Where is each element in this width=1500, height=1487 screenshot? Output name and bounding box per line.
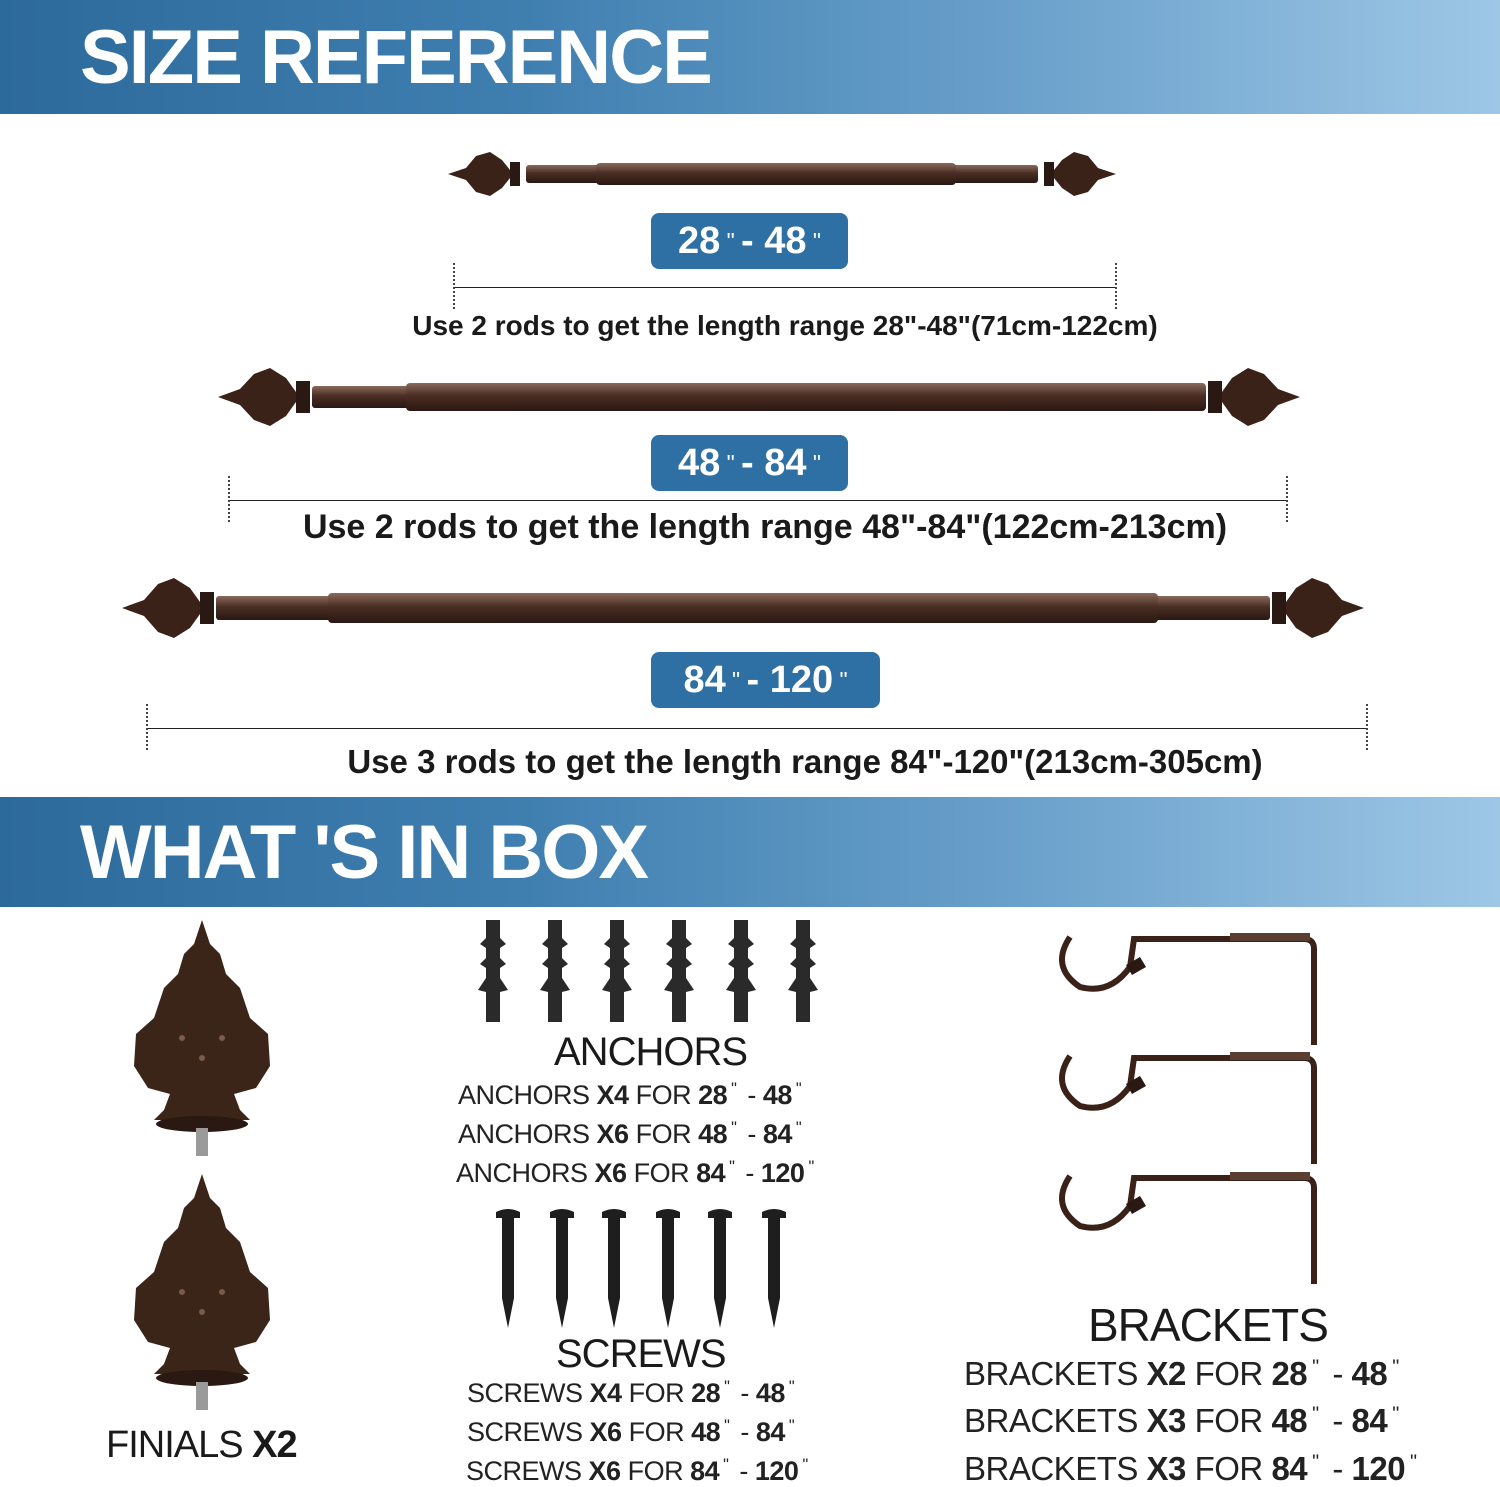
- range-description-long: Use 3 rods to get the length range 84"-120"(213cm-305cm): [347, 743, 1263, 780]
- bracket-icon: [1050, 925, 1330, 1045]
- screw-icon: [494, 1208, 804, 1330]
- range-description-short: Use 2 rods to get the length range 28"-48"(71cm-122cm): [412, 310, 1158, 341]
- finials-label: FINIALS: [106, 1424, 243, 1466]
- brackets-title: BRACKETS: [1088, 1299, 1328, 1351]
- range-description-medium: Use 2 rods to get the length range 48"-84"(122cm-213cm): [302, 508, 1228, 546]
- anchors-line: ANCHORS X4 FOR 28 " - 48 ": [458, 1080, 802, 1110]
- anchor-icon: [472, 918, 832, 1028]
- badge-from-value: 28: [678, 219, 721, 262]
- curtain-rod-short: [446, 148, 1118, 200]
- range-badge-84-120: 84 " - 120 ": [651, 652, 880, 708]
- badge-from-value: 48: [678, 441, 721, 484]
- brackets-line: BRACKETS X3 FOR 84 " - 120 ": [964, 1450, 1417, 1487]
- badge-to-value: 84: [764, 441, 807, 484]
- bracket-icon: [1050, 1164, 1330, 1284]
- finials-count: X2: [252, 1424, 297, 1466]
- finial-icon: [122, 1172, 282, 1412]
- badge-from-value: 84: [683, 658, 726, 701]
- screws-line: SCREWS X4 FOR 28 " - 48 ": [467, 1378, 795, 1408]
- screws-title: SCREWS: [556, 1332, 726, 1376]
- size-reference-banner: [0, 0, 1500, 114]
- whats-in-box-banner: [0, 797, 1500, 907]
- brackets-line: BRACKETS X3 FOR 48 " - 84 ": [964, 1402, 1399, 1439]
- screws-line: SCREWS X6 FOR 48 " - 84 ": [467, 1417, 795, 1447]
- rod-long-icon: [120, 574, 1366, 642]
- rod-short-icon: [446, 148, 1118, 200]
- curtain-rod-medium: [216, 364, 1302, 430]
- finials-caption: [106, 1424, 297, 1467]
- badge-to-value: 120: [769, 658, 834, 701]
- whats-in-box-title: WHAT 'S IN BOX: [80, 810, 648, 895]
- bracket-icon: [1050, 1044, 1330, 1164]
- brackets-line: BRACKETS X2 FOR 28 " - 48 ": [964, 1355, 1399, 1392]
- anchors-line: ANCHORS X6 FOR 84 " - 120 ": [456, 1158, 814, 1188]
- size-reference-title: SIZE REFERENCE: [80, 15, 711, 100]
- range-badge-28-48: 28 " - 48 ": [651, 213, 848, 269]
- rod-medium-icon: [216, 364, 1302, 430]
- range-badge-48-84: 48 " - 84 ": [651, 435, 848, 491]
- screws-line: SCREWS X6 FOR 84 " - 120 ": [466, 1456, 808, 1486]
- finial-icon: [122, 918, 282, 1158]
- badge-to-value: 48: [764, 219, 807, 262]
- anchors-title: ANCHORS: [554, 1030, 748, 1074]
- anchors-line: ANCHORS X6 FOR 48 " - 84 ": [458, 1119, 802, 1149]
- curtain-rod-long: [120, 574, 1366, 642]
